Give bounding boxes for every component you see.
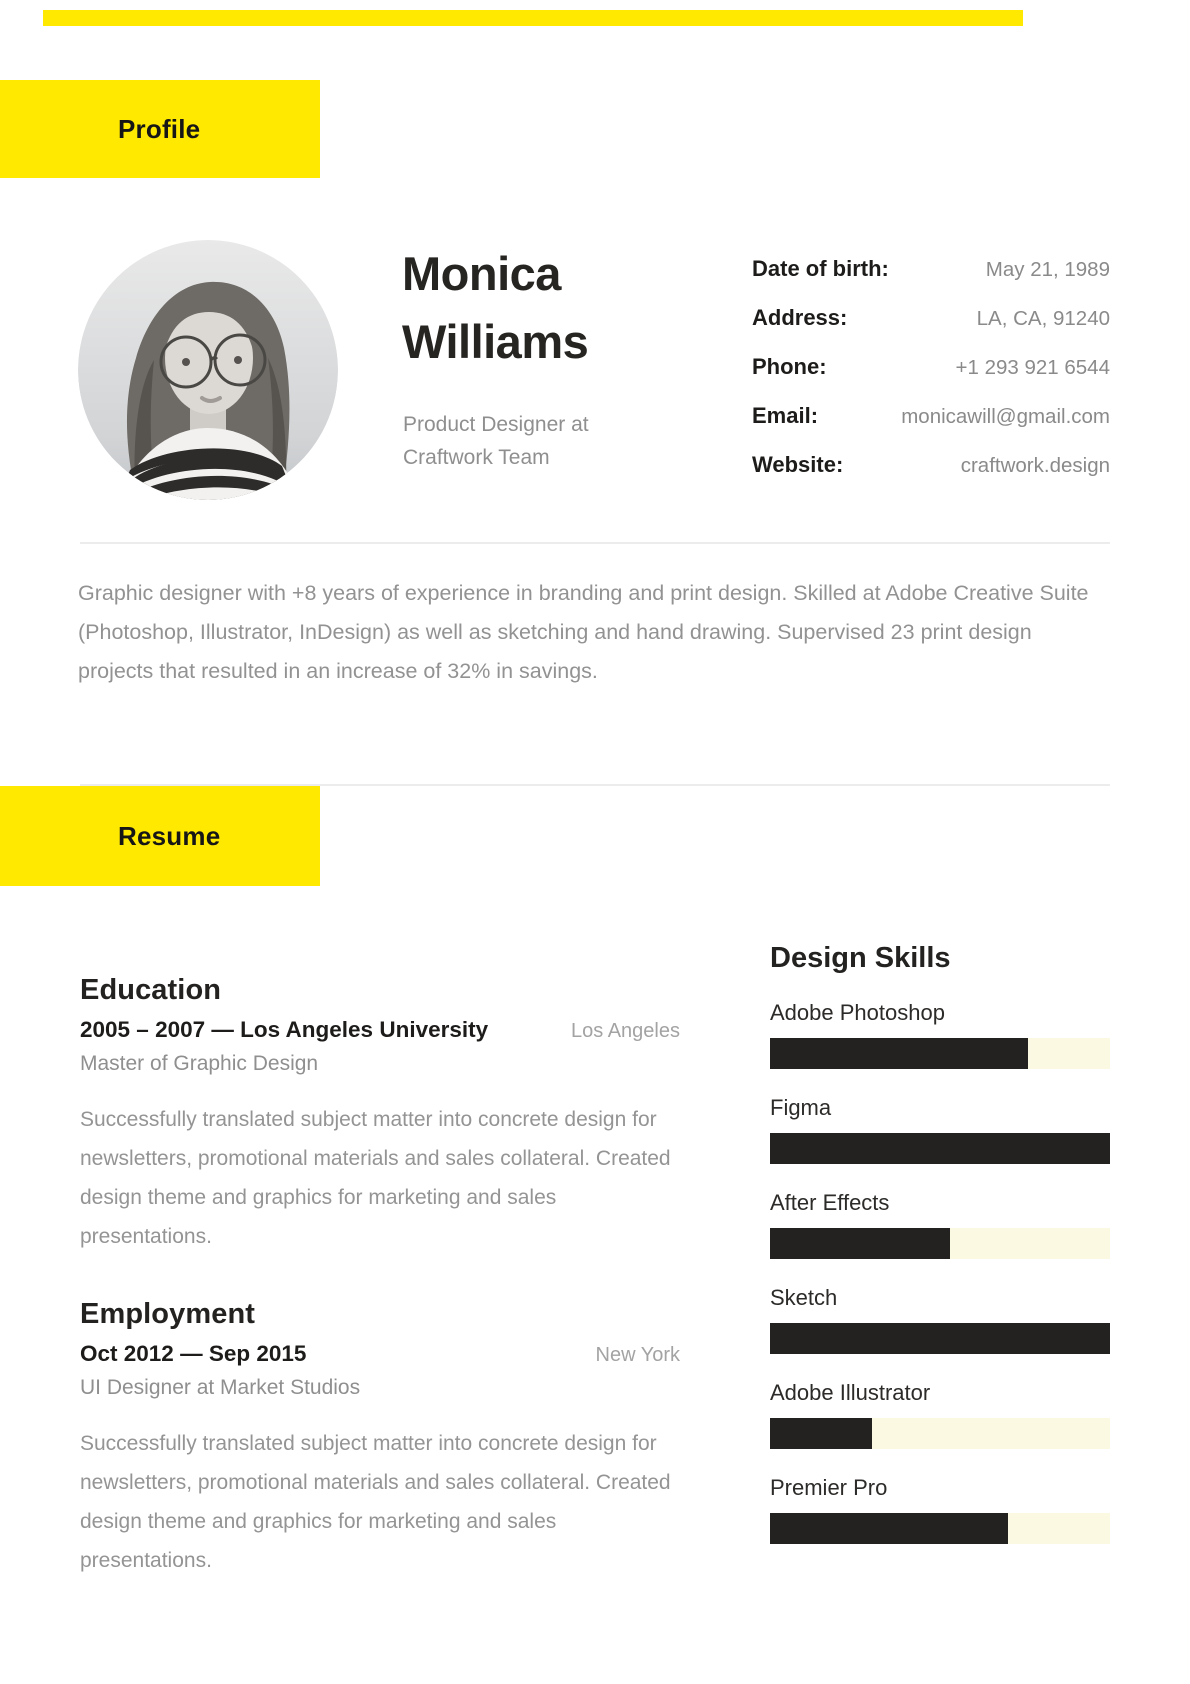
employment-entry-title: Oct 2012 — Sep 2015 bbox=[80, 1341, 307, 1366]
skill-row-premier-pro bbox=[770, 1474, 1110, 1544]
top-accent-bar bbox=[43, 10, 1023, 26]
skill-row-figma bbox=[770, 1094, 1110, 1164]
profile-tag-label: Profile bbox=[118, 113, 201, 144]
profile-section-tag bbox=[0, 80, 320, 178]
portrait-illustration bbox=[78, 240, 338, 500]
skill-label: Adobe Photoshop bbox=[770, 1000, 945, 1025]
candidate-role-line2: Craftwork Team bbox=[403, 446, 550, 469]
contact-row-dob bbox=[752, 253, 1110, 285]
resume-section-tag bbox=[0, 786, 320, 886]
candidate-role bbox=[403, 408, 589, 474]
skill-row-photoshop bbox=[770, 999, 1110, 1069]
skill-progress-fill bbox=[770, 1228, 950, 1259]
profile-summary: Graphic designer with +8 years of experience in branding and print design. Skilled at Adobe Creative Suite (Photoshop, Illustrator, InDesign) as well as sketching and hand drawing. Supervised 23 print design projects that resulted in an increase of 32% in savings. bbox=[78, 581, 1089, 683]
skill-progress-track bbox=[770, 1133, 1110, 1164]
contact-label: Website: bbox=[752, 452, 844, 477]
contact-label: Date of birth: bbox=[752, 256, 889, 281]
design-skills-heading: Design Skills bbox=[770, 942, 951, 974]
contact-value: LA, CA, 91240 bbox=[976, 307, 1110, 330]
contact-value: May 21, 1989 bbox=[985, 258, 1110, 281]
divider bbox=[80, 542, 1110, 544]
education-entry-subtitle: Master of Graphic Design bbox=[80, 1052, 319, 1075]
education-entry-location: Los Angeles bbox=[571, 1020, 680, 1042]
contact-label: Address: bbox=[752, 305, 848, 330]
education-entry-title: 2005 – 2007 — Los Angeles University bbox=[80, 1017, 489, 1042]
candidate-name bbox=[402, 240, 588, 376]
education-entry-header bbox=[80, 1017, 680, 1043]
contact-label: Email: bbox=[752, 403, 819, 428]
education-entry-description: Successfully translated subject matter into concrete design for newsletters, promotional materials and sales collateral. Created design theme and graphics for marketing and sales presentations. bbox=[80, 1108, 671, 1248]
design-skills-panel bbox=[770, 942, 1110, 1544]
skill-label: Adobe Illustrator bbox=[770, 1380, 931, 1405]
skill-label: After Effects bbox=[770, 1190, 890, 1215]
skill-progress-track bbox=[770, 1323, 1110, 1354]
contact-value: +1 293 921 6544 bbox=[955, 356, 1110, 379]
employment-entry-subtitle: UI Designer at Market Studios bbox=[80, 1376, 361, 1399]
employment-entry-description: Successfully translated subject matter into concrete design for newsletters, promotional materials and sales collateral. Created design theme and graphics for marketing and sales presentations. bbox=[80, 1432, 671, 1572]
contact-row-address bbox=[752, 302, 1110, 334]
skill-label: Sketch bbox=[770, 1285, 838, 1310]
contact-row-email bbox=[752, 400, 1110, 432]
skill-progress-fill bbox=[770, 1133, 1110, 1164]
skill-row-sketch bbox=[770, 1284, 1110, 1354]
skill-row-illustrator bbox=[770, 1379, 1110, 1449]
contact-value: craftwork.design bbox=[960, 454, 1110, 477]
skill-label: Premier Pro bbox=[770, 1475, 888, 1500]
candidate-last-name: Williams bbox=[402, 315, 589, 368]
profile-photo bbox=[78, 240, 338, 500]
employment-heading: Employment bbox=[80, 1298, 256, 1330]
skill-progress-track bbox=[770, 1038, 1110, 1069]
education-heading: Education bbox=[80, 974, 222, 1006]
skill-progress-track bbox=[770, 1228, 1110, 1259]
contact-value: monicawill@gmail.com bbox=[901, 405, 1110, 428]
skill-progress-fill bbox=[770, 1323, 1110, 1354]
skill-label: Figma bbox=[770, 1095, 832, 1120]
candidate-role-line1: Product Designer at bbox=[403, 413, 589, 436]
resume-tag-label: Resume bbox=[118, 820, 221, 851]
contact-list bbox=[752, 253, 1110, 498]
skill-progress-fill bbox=[770, 1513, 1008, 1544]
skill-row-after-effects bbox=[770, 1189, 1110, 1259]
employment-entry-location: New York bbox=[595, 1344, 680, 1366]
contact-row-website bbox=[752, 449, 1110, 481]
employment-entry-header bbox=[80, 1341, 680, 1367]
skill-progress-fill bbox=[770, 1038, 1028, 1069]
contact-label: Phone: bbox=[752, 354, 827, 379]
candidate-first-name: Monica bbox=[402, 247, 561, 300]
skill-progress-track bbox=[770, 1513, 1110, 1544]
contact-row-phone bbox=[752, 351, 1110, 383]
skill-progress-fill bbox=[770, 1418, 872, 1449]
skill-progress-track bbox=[770, 1418, 1110, 1449]
